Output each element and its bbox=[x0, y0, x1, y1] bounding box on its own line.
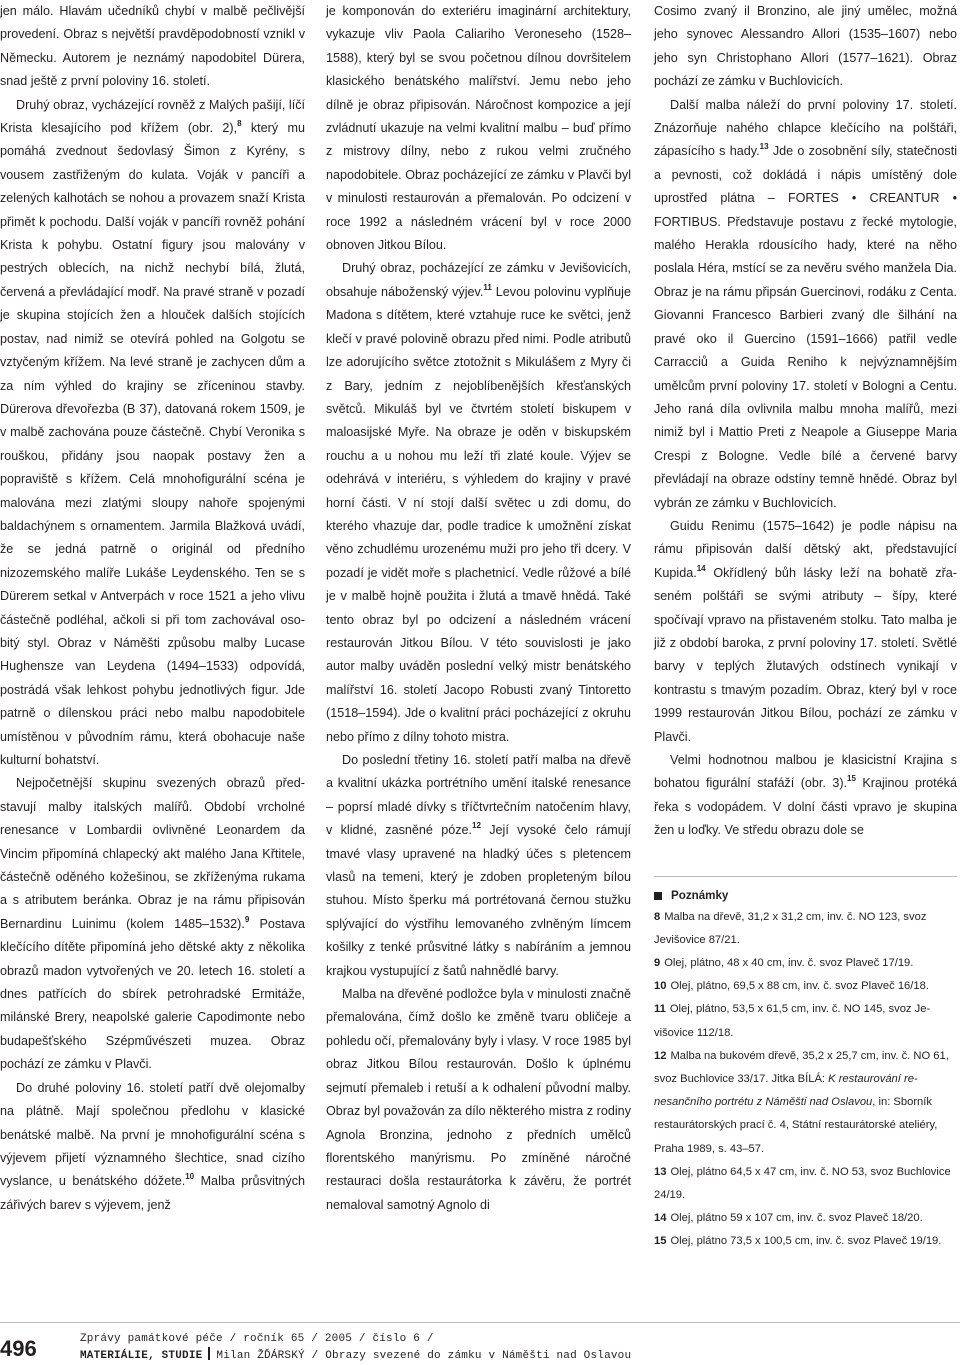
footnote bbox=[654, 952, 957, 975]
section-label: MATERIÁLIE, STUDIE bbox=[80, 1350, 203, 1362]
square-bullet-icon bbox=[654, 892, 662, 900]
notes-separator bbox=[654, 876, 957, 877]
text-run: Nejpočetnější skupinu svezených obrazů představují malby italských malířů. Období vrcholné renesance v Lombardii ovlivněné Leonardem da Vincim připomíná chlapecký akt malého Jana Křtitele, částečně oděného kožešinou, se zkříženýma rukama a s atributem beránka. Obraz je na rámu připisován Bernardinu Luinimu (kolem 1485–1532). bbox=[0, 776, 305, 931]
text-run: Druhý obraz, pocházející ze zámku v Jevišovicích, obsahuje náboženský výjev. bbox=[326, 261, 631, 299]
paragraph bbox=[326, 257, 631, 749]
footnote-number: 9 bbox=[654, 957, 661, 970]
text-run: Malba na dřevě, 31,2 x 31,2 cm, inv. č. NO 123, svoz Jevišovice 87/21. bbox=[654, 910, 927, 946]
journal-line: Zprávy památkové péče / ročník 65 / 2005 / číslo 6 / bbox=[80, 1333, 434, 1345]
paragraph bbox=[326, 983, 631, 1217]
footnote bbox=[654, 1045, 957, 1161]
text-run: Malba na dřevěné podložce byla v minulosti značně přemalována, čímž došlo ke změně tvaru obličeje a pohledu očí, přemalovány byly i vlasy. V roce 1985 byl obraz Jitkou Bílou restaurován. Došlo k úplnému sejmutí přemaleb i retuší a k odhalení původní malby. Obraz byl považován za dílo některého mistra z rodiny Agnola Bronzina, jednoho z předních umělců florentského manýrismu. Po zmíněné náročné restauraci došla restaurátorka k závěru, že portrét nemaloval samotný Agnolo di bbox=[326, 987, 631, 1212]
paragraph bbox=[326, 0, 631, 257]
footnote-reference: 14 bbox=[696, 563, 706, 573]
footnote bbox=[654, 1207, 957, 1230]
text-run: , in: Sborník restaurátorských prací č. 4, Státní restaurátorské ateliéry, Praha 1989, s. 43–57. bbox=[654, 1096, 938, 1155]
text-run: Guidu Renimu (1575–1642) je podle nápisu na rámu připisován další dětský akt, představující Kupida. bbox=[654, 518, 957, 580]
footnote-number: 15 bbox=[654, 1235, 667, 1248]
paragraph bbox=[654, 0, 957, 94]
text-run: Levou polovinu vyplňuje Madona s dítětem, které vztahuje ruce ke světci, jenž klečí v pravé polovině obrazu před nimi. Podle atributů lze adorujícího světce ztotožnit s Mikulášem z Myry či z Bary, jedním z nejoblíbenějších křesťanských světců. Mikuláš byl ve čtvrtém století biskupem v maloasijské Myře. Na obraze je oděn v biskupském rouchu a u nohou mu leží tři zlaté koule. Výjev se odehrává v interiéru, s výhledem do krajiny v pravé horní části. V ní stojí další světec u zdi domu, do kterého vhazuje dar, podle tradice k umožnění získat věno zchudlému urozenému muži pro jeho tři dcery. V pozadí je vidět moře s plachetnicí. Vedle růžové a bílé je v malbě hojně použita i žlutá a tmavě hnědá. Také tento obraz byl po odcizení a následném vrácení restaurován Jitkou Bílou. V této souvislosti je jako autor malby uváděn poslední velký mistr benátského malířství 16. století Jacopo Robusti zvaný Tintoretto (1518–1594). Jde o kvalitní práci pocházející z okruhu nebo přímo z dílny tohoto mistra. bbox=[326, 284, 631, 744]
footnote-number: 12 bbox=[654, 1049, 667, 1062]
text-column-2 bbox=[326, 0, 631, 1217]
divider-bar bbox=[208, 1347, 210, 1360]
footnote bbox=[654, 906, 957, 952]
text-run: jen málo. Hlavám učedníků chybí v malbě pečlivější provedení. Obraz s největší pravděpodobností vznikl v Německu. Autorem je neznámý napodobitel Dürera, snad ještě z první poloviny 16. století. bbox=[0, 4, 305, 89]
text-column-3 bbox=[654, 0, 957, 1254]
running-head bbox=[80, 1331, 631, 1364]
page-footer bbox=[0, 1322, 960, 1363]
text-run: Olej, plátno 64,5 x 47 cm, inv. č. NO 53, svoz Buchlovice 24/19. bbox=[654, 1165, 951, 1202]
footnotes-list bbox=[654, 906, 957, 1254]
text-run: je komponován do exteriéru imaginární architektury, vykazuje vliv Paola Caliariho Veroneseho (1528–1588), který byl se svou početnou dílnou dovršitelem klasického benátského malířství. Jemu nebo jeho dílně je obraz připisován. Náročnost kompozice a její zvládnutí ukazuje na velmi kvalitní malbu – buď přímo z mistrovy dílny, nebo z rukou velmi zručného napodobitele. Obraz pocházející ze zámku v Plavči byl v minulosti restaurován a přemalován. Po odcizení v roce 1992 a následném vrácení byl v roce 2000 obnoven Jitkou Bílou. bbox=[326, 4, 631, 253]
paragraph bbox=[0, 1077, 305, 1217]
text-run: Olej, plátno 73,5 x 100,5 cm, inv. č. svoz Plaveč 19/19. bbox=[670, 1235, 942, 1248]
text-run: Její vysoké čelo rámují tmavé vlasy upravené na hladký účes s pletencem vlasů na temeni, který je zdoben propleteným bílou stuhou. Místo šperku má portrétovaná černou stužku splývající do výstřihu lemovaného zvlněným límcem košilky z tenké průsvitné látky s nabíráním a jemnou krajkou vystupující z šatů nahnědlé barvy. bbox=[326, 823, 631, 978]
article-line bbox=[80, 1347, 631, 1364]
text-run: Do poslední třetiny 16. století patří malba na dřevě a kvalitní ukázka portrétního umění italské renesance – poprsí mladé dívky s tříčtvrtečním natočením hlavy, v klidné, zasněné póze. bbox=[326, 753, 631, 838]
text-run: Malba průsvitných zářivých barev s výjevem, jenž bbox=[0, 1174, 305, 1212]
footnote-number: 10 bbox=[654, 980, 667, 993]
text-column-1 bbox=[0, 0, 305, 1217]
text-run: Cosimo zvaný il Bronzino, ale jiný umělec, možná jeho synovec Alessandro Allori (1535–1607) nebo jeho syn Christophano Allori (1577–1621). Obraz pochází ze zámku v Buchlovicích. bbox=[654, 4, 957, 89]
footnote-reference: 12 bbox=[472, 821, 481, 831]
text-run: Postava klečícího dítěte připomíná jeho dětské akty z několika obrazů madon vytvořených ve 20. letech 16. století a dnes patřících do sbírek petrohradské Ermitáže, milánské Brery, neapolské galerie Capodimonte nebo budapešťského Szépművészeti muzea. Obraz pochází ze zámku v Plavči. bbox=[0, 916, 305, 1072]
paragraph bbox=[654, 94, 957, 515]
footnote bbox=[654, 998, 957, 1044]
notes-heading bbox=[654, 886, 957, 906]
footnote bbox=[654, 1230, 957, 1253]
italic-title: K restaurování renesančního portrétu z Náměšti nad Oslavou bbox=[654, 1073, 918, 1109]
footnote bbox=[654, 975, 957, 998]
column-3-body bbox=[654, 0, 957, 843]
author-title: Milan ŽĎÁRSKÝ / Obrazy svezené do zámku v Náměšti nad Oslavou bbox=[216, 1350, 632, 1362]
footnote-reference: 11 bbox=[483, 282, 492, 292]
footnote-number: 11 bbox=[654, 1003, 666, 1016]
footnote-number: 14 bbox=[654, 1212, 667, 1225]
footnote-number: 8 bbox=[654, 910, 661, 923]
text-run: Druhý obraz, vycházející rovněž z Malých pašijí, líčí Krista klesajícího pod křížem (obr. 2), bbox=[0, 97, 305, 136]
paragraph bbox=[654, 515, 957, 749]
footnote-reference: 8 bbox=[237, 119, 242, 129]
footnote bbox=[654, 1161, 957, 1207]
footnote-reference: 10 bbox=[185, 1172, 195, 1182]
footnote-reference: 15 bbox=[847, 774, 856, 784]
text-run: Do druhé poloviny 16. století patří dvě olejomalby na plátně. Mají společnou předlohu v klasické benátské malbě. Na první je mnohofigurální scéna s výjevem přijetí významného šlechtice, snad cizího vyslance, u benátského dóžete. bbox=[0, 1080, 305, 1189]
text-run: Okřídlený bůh lásky leží na bohatě zřaseném polštáři se svými atributy – šípy, které spočívají vpravo na přistaveném stolku. Tato malba je již z období baroka, z první poloviny 17. století. Světlé barvy v teplých žlutavých odstínech vynikají v kontrastu s tmavým pozadím. Obraz, který byl v roce 1999 restaurován Jitkou Bílou, pochází ze zámku v Plavči. bbox=[654, 565, 957, 744]
paragraph bbox=[0, 0, 305, 94]
page-number: 496 bbox=[0, 1336, 37, 1361]
text-run: Olej, plátno, 69,5 x 88 cm, inv. č. svoz Plaveč 16/18. bbox=[670, 980, 929, 993]
text-run: Jde o zosobnění síly, statečnosti a pevnosti, což dokládá i nápis umístěný dole uprostřed plátna – FORTES • CREANTUR • FORTIBUS. Představuje postavu z řecké mytologie, malého Herakla rdousícího hady, které na něho poslala Héra, mstící se za nevěru svého manžela Dia. Obraz je na rámu připsán Guercinovi, rodáku z Centa. Giovanni Francesco Barbieri zvaný dle šilhání na pravé oko il Guercino (1591–1666) patřil vedle Carracciů a Guida Reniho k nejvýznamnějším umělcům první poloviny 17. století v Bologni a Centu. Jeho raná díla ovlivnila malbu mnoha malířů, mezi nimiž byl i Mattio Preti z Neapole a Giuseppe Maria Crespi z Bologne. Vedle bílé a červené barvy převládají na obraze odstíny temně hnědé. Obraz byl vybrán ze zámku v Buchlovicích. bbox=[654, 144, 958, 510]
text-run: Olej, plátno, 53,5 x 61,5 cm, inv. č. NO 145, svoz Jevišovice 112/18. bbox=[654, 1003, 931, 1039]
footnote-reference: 13 bbox=[759, 142, 769, 152]
paragraph bbox=[326, 749, 631, 983]
paragraph bbox=[0, 94, 305, 773]
text-run: Malba na bukovém dřevě, 35,2 x 25,7 cm, inv. č. NO 61, svoz Buchlovice 33/17. Jitka BÍLÁ: bbox=[654, 1049, 949, 1086]
text-run: který mu pomáhá zvednout šedovlasý Šimon z Kyrény, s vousem zastřiženým do kulata. Voják v pancíři a zelených kalhotách se nohou a provazem snaží Krista přimět k pochodu. Další voják v pancíři rovněž pohání Krista k pohybu. Ostatní figury jsou malovány v pestrých oblecích, na nichž nechybí bílá, žlutá, červená a převládající modř. Na pravé straně v pozadí je skupina stojících žen a hlouček dalších stojících postav, nad nimiž se otevírá pohled na Golgotu se vztyčeným křížem. Na levé straně je zachycen dům a za ním výhled do krajiny se zříceninou stavby. Dürerova dřevořezba (B 37), datovaná rokem 1509, je v malbě zachována pouze částečně. Chybí Veronika s rouškou, přidány jsou naopak postavy žen a popraviště s křížem. Celá mnohofigurální scéna je malována mezi zlatými sloupy nahoře spojenými baldachýnem s ornamentem. Jarmila Blažková uvádí, že se jedná patrně o originál od předního nizozemského malíře Lukáše Leydenského. Ten se s Dürerem setkal v Antverpách v roce 1521 a jeho vlivu částečně podléhal, ačkoli si při tom zachovával osobitý styl. Obraz v Náměšti způsobu malby Lucase Hughensze van Leydena (1494–1533) odpovídá, postrádá však lehkost pohybu jednotlivých figur. Jde patrně o dílenskou práci nebo malbu napodobitele umístěnou v původním rámu, která obohacuje naše kulturní bohatství. bbox=[0, 121, 305, 767]
footnote-number: 13 bbox=[654, 1165, 667, 1178]
footnote-reference: 9 bbox=[244, 914, 250, 924]
paragraph bbox=[654, 749, 957, 843]
text-run: Velmi hodnotnou malbou je klasicistní Krajina s bohatou figurální stafáží (obr. 3). bbox=[654, 753, 957, 791]
text-run: Další malba náleží do první poloviny 17. století. Znázorňuje nahého chlapce klečícího na polštáři, zápasícího s hady. bbox=[654, 97, 957, 159]
text-run: Krajinou protéká řeka s vodopádem. V dolní části vpravo je skupina žen u loďky. Ve středu obrazu dole se bbox=[654, 776, 957, 838]
text-run: Olej, plátno, 48 x 40 cm, inv. č. svoz Plaveč 17/19. bbox=[664, 957, 914, 970]
paragraph bbox=[0, 772, 305, 1076]
notes-title: Poznámky bbox=[671, 888, 729, 902]
text-run: Olej, plátno 59 x 107 cm, inv. č. svoz Plaveč 18/20. bbox=[670, 1212, 923, 1225]
